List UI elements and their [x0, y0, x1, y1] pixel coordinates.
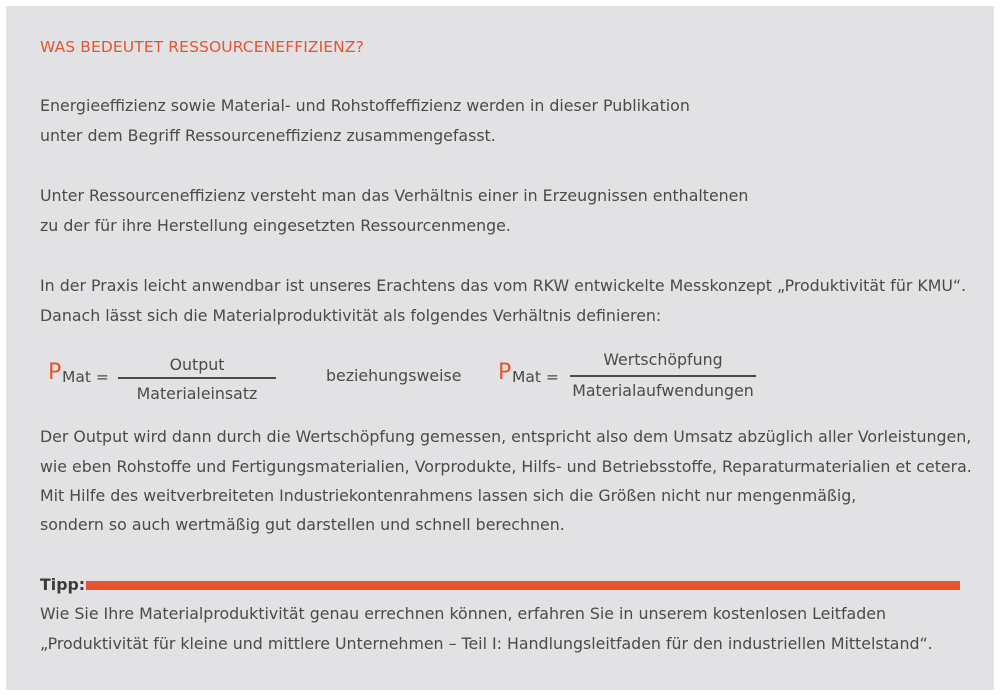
section-heading: WAS BEDEUTET RESSOURCENEFFIZIENZ? — [40, 38, 364, 56]
formula-left-numerator: Output — [169, 355, 225, 374]
formula-p-letter: P — [48, 360, 62, 385]
fraction-bar-left — [118, 377, 276, 379]
formula-left-denominator: Materialeinsatz — [136, 384, 258, 403]
formula-connector: beziehungsweise — [326, 366, 462, 385]
fraction-bar-right — [570, 375, 756, 377]
tip-line-1: Wie Sie Ihre Materialproduktivität genau errechnen können, erfahren Sie in unserem kostenlosen Leitfaden — [40, 604, 886, 623]
formula-subscript: Mat = — [512, 368, 559, 386]
paragraph-4-line-2: wie eben Rohstoffe und Fertigungsmaterialien, Vorprodukte, Hilfs- und Betriebsstoffe, Reparaturmaterialien et cetera. — [40, 457, 972, 476]
tip-line-2: „Produktivität für kleine und mittlere Unternehmen – Teil I: Handlungsleitfaden für den industriellen Mittelstand“. — [40, 634, 933, 653]
paragraph-4-line-1: Der Output wird dann durch die Wertschöpfung gemessen, entspricht also dem Umsatz abzüglich aller Vorleistungen, — [40, 427, 972, 446]
paragraph-1-line-2: unter dem Begriff Ressourceneffizienz zusammengefasst. — [40, 126, 496, 145]
paragraph-4-line-4: sondern so auch wertmäßig gut darstellen und schnell berechnen. — [40, 515, 565, 534]
formula-right-numerator: Wertschöpfung — [603, 350, 723, 369]
paragraph-3-line-2: Danach lässt sich die Materialproduktivität als folgendes Verhältnis definieren: — [40, 306, 662, 325]
paragraph-2-line-1: Unter Ressourceneffizienz versteht man das Verhältnis einer in Erzeugnissen enthaltenen — [40, 186, 749, 205]
paragraph-1-line-1: Energieeffizienz sowie Material- und Rohstoffeffizienz werden in dieser Publikation — [40, 96, 690, 115]
paragraph-3-line-1: In der Praxis leicht anwendbar ist unseres Erachtens das vom RKW entwickelte Messkonzept „Produktivität für KMU“. — [40, 276, 967, 295]
formula-right-denominator: Materialaufwendungen — [572, 381, 754, 400]
tip-label: Tipp: — [40, 575, 86, 594]
formula-subscript: Mat = — [62, 368, 109, 386]
tip-accent-bar — [86, 581, 960, 590]
paragraph-4-line-3: Mit Hilfe des weitverbreiteten Industriekontenrahmens lassen sich die Größen nicht nur mengenmäßig, — [40, 486, 857, 505]
formula-p-letter: P — [498, 360, 512, 385]
paragraph-2-line-2: zu der für ihre Herstellung eingesetzten Ressourcenmenge. — [40, 216, 511, 235]
